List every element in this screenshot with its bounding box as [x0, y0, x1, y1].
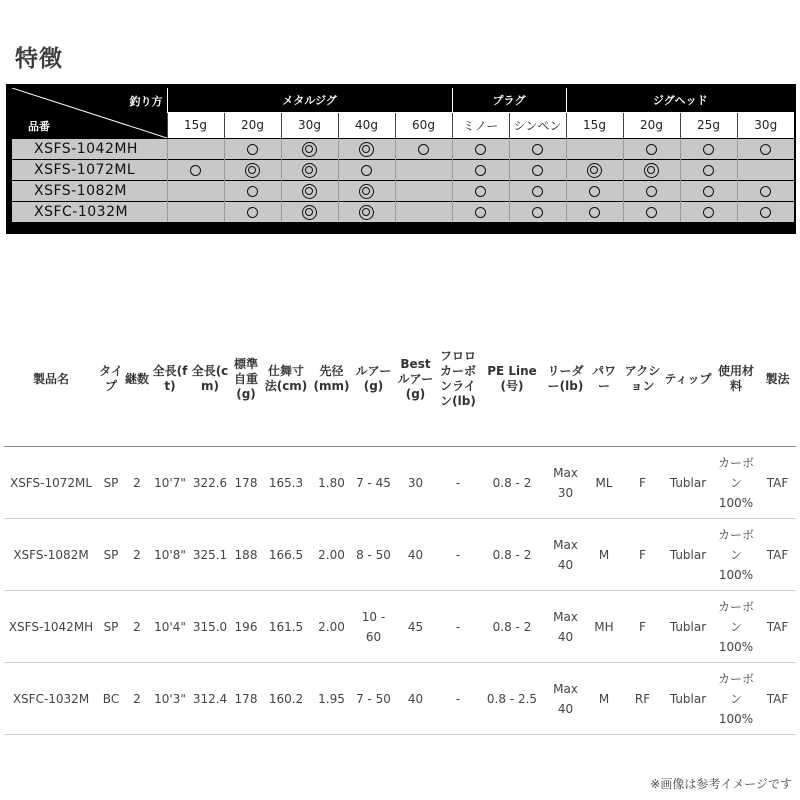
feature-row — [12, 201, 794, 222]
spec-column-header: 使用材料 — [713, 312, 759, 447]
double-circle-mark — [359, 142, 374, 157]
spec-column-header: 製法 — [759, 312, 796, 447]
spec-cell: F — [622, 591, 663, 663]
spec-cell: カーボン100% — [713, 663, 759, 735]
spec-column-header: リーダー(lb) — [545, 312, 586, 447]
feature-cell — [167, 180, 224, 201]
spec-product-name: XSFS-1082M — [4, 519, 98, 591]
spec-cell: TAF — [759, 447, 796, 519]
double-circle-mark — [359, 205, 374, 220]
spec-cell: カーボン100% — [713, 447, 759, 519]
spec-cell: BC — [98, 663, 124, 735]
circle-mark — [475, 165, 486, 176]
spec-cell: 7 - 50 — [353, 663, 394, 735]
col-header: 25g — [680, 112, 737, 138]
feature-table-panel — [6, 84, 796, 234]
spec-cell: 10'7" — [150, 447, 190, 519]
spec-cell: M — [586, 519, 622, 591]
circle-mark — [475, 144, 486, 155]
col-header: 30g — [281, 112, 338, 138]
circle-mark — [532, 144, 543, 155]
spec-column-header: ティップ — [663, 312, 713, 447]
feature-cell — [281, 138, 338, 159]
spec-cell: 196 — [230, 591, 262, 663]
spec-cell: 10 - 60 — [353, 591, 394, 663]
spec-row — [4, 519, 796, 591]
feature-cell — [623, 201, 680, 222]
spec-cell: 2.00 — [310, 519, 353, 591]
spec-cell: F — [622, 447, 663, 519]
feature-cell — [395, 180, 452, 201]
group-header-plug: プラグ — [452, 88, 566, 112]
spec-row — [4, 591, 796, 663]
feature-cell — [623, 138, 680, 159]
spec-cell: Tublar — [663, 519, 713, 591]
feature-cell — [452, 180, 509, 201]
feature-cell — [509, 138, 566, 159]
feature-cell — [680, 201, 737, 222]
spec-cell: 40 — [394, 663, 437, 735]
spec-cell: 2 — [124, 519, 150, 591]
spec-cell: 2 — [124, 447, 150, 519]
corner-header — [12, 88, 167, 138]
col-header: 15g — [566, 112, 623, 138]
circle-mark — [760, 144, 771, 155]
circle-mark — [703, 186, 714, 197]
spec-cell: - — [437, 519, 479, 591]
feature-cell — [395, 201, 452, 222]
feature-row — [12, 180, 794, 201]
spec-column-header: アクション — [622, 312, 663, 447]
spec-cell: Tublar — [663, 663, 713, 735]
circle-mark — [190, 165, 201, 176]
group-header-jighead: ジグヘッド — [566, 88, 794, 112]
spec-column-header: フロロカーボンライン(lb) — [437, 312, 479, 447]
feature-product-name: XSFS-1072ML — [12, 159, 167, 180]
spec-cell: 0.8 - 2 — [479, 519, 545, 591]
feature-cell — [224, 201, 281, 222]
spec-cell: 0.8 - 2 — [479, 447, 545, 519]
spec-cell: Tublar — [663, 591, 713, 663]
spec-column-header: 製品名 — [4, 312, 98, 447]
spec-cell: SP — [98, 519, 124, 591]
spec-table — [4, 312, 796, 735]
spec-cell: Tublar — [663, 447, 713, 519]
feature-product-name: XSFS-1082M — [12, 180, 167, 201]
spec-cell: 10'8" — [150, 519, 190, 591]
spec-cell: 165.3 — [262, 447, 310, 519]
double-circle-mark — [644, 163, 659, 178]
spec-cell: 0.8 - 2 — [479, 591, 545, 663]
spec-row — [4, 447, 796, 519]
spec-cell: SP — [98, 591, 124, 663]
feature-cell — [737, 138, 794, 159]
spec-cell: 0.8 - 2.5 — [479, 663, 545, 735]
feature-cell — [281, 201, 338, 222]
feature-product-name: XSFS-1042MH — [12, 138, 167, 159]
spec-cell: TAF — [759, 591, 796, 663]
double-circle-mark — [359, 184, 374, 199]
spec-cell: MH — [586, 591, 622, 663]
spec-cell: SP — [98, 447, 124, 519]
spec-cell: 7 - 45 — [353, 447, 394, 519]
spec-cell: - — [437, 591, 479, 663]
col-header: 60g — [395, 112, 452, 138]
circle-mark — [475, 207, 486, 218]
spec-cell: 10'4" — [150, 591, 190, 663]
corner-bottom-label: 品番 — [28, 119, 50, 133]
spec-cell: 40 — [394, 519, 437, 591]
circle-mark — [475, 186, 486, 197]
circle-mark — [589, 207, 600, 218]
spec-cell: TAF — [759, 663, 796, 735]
spec-cell: Max 30 — [545, 447, 586, 519]
feature-row — [12, 138, 794, 159]
circle-mark — [703, 207, 714, 218]
feature-cell — [509, 159, 566, 180]
feature-cell — [395, 159, 452, 180]
spec-column-header: 全長(ft) — [150, 312, 190, 447]
spec-cell: 325.1 — [190, 519, 230, 591]
circle-mark — [703, 144, 714, 155]
double-circle-mark — [302, 205, 317, 220]
spec-cell: - — [437, 663, 479, 735]
feature-cell — [224, 159, 281, 180]
spec-cell: 2 — [124, 591, 150, 663]
spec-table-body — [4, 447, 796, 735]
spec-column-header: 継数 — [124, 312, 150, 447]
spec-column-header: ルアー(g) — [353, 312, 394, 447]
feature-cell — [737, 180, 794, 201]
spec-column-header: Bestルアー(g) — [394, 312, 437, 447]
feature-product-name: XSFC-1032M — [12, 201, 167, 222]
circle-mark — [247, 207, 258, 218]
feature-row — [12, 159, 794, 180]
spec-cell: 2 — [124, 663, 150, 735]
spec-cell: Max 40 — [545, 519, 586, 591]
circle-mark — [532, 165, 543, 176]
spec-cell: RF — [622, 663, 663, 735]
spec-cell: Max 40 — [545, 591, 586, 663]
col-header: 15g — [167, 112, 224, 138]
col-header: シンペン — [509, 112, 566, 138]
spec-cell: 166.5 — [262, 519, 310, 591]
feature-cell — [737, 159, 794, 180]
feature-cell — [338, 201, 395, 222]
feature-cell — [281, 159, 338, 180]
col-header: 40g — [338, 112, 395, 138]
spec-cell: Max 40 — [545, 663, 586, 735]
feature-cell — [509, 201, 566, 222]
circle-mark — [646, 207, 657, 218]
spec-cell: 178 — [230, 447, 262, 519]
spec-column-header: 全長(cm) — [190, 312, 230, 447]
circle-mark — [418, 144, 429, 155]
circle-mark — [361, 165, 372, 176]
circle-mark — [646, 186, 657, 197]
spec-cell: カーボン100% — [713, 519, 759, 591]
spec-header-row — [4, 312, 796, 447]
spec-column-header: パワー — [586, 312, 622, 447]
feature-cell — [566, 159, 623, 180]
spec-cell: カーボン100% — [713, 591, 759, 663]
spec-cell: 8 - 50 — [353, 519, 394, 591]
col-header: 20g — [224, 112, 281, 138]
image-note: ※画像は参考イメージです — [650, 777, 792, 791]
double-circle-mark — [245, 163, 260, 178]
feature-cell — [338, 138, 395, 159]
spec-cell: 322.6 — [190, 447, 230, 519]
circle-mark — [703, 165, 714, 176]
spec-cell: TAF — [759, 519, 796, 591]
spec-cell: M — [586, 663, 622, 735]
feature-cell — [452, 159, 509, 180]
spec-row — [4, 663, 796, 735]
col-header: 30g — [737, 112, 794, 138]
spec-column-header: 標準自重(g) — [230, 312, 262, 447]
circle-mark — [532, 186, 543, 197]
feature-cell — [566, 138, 623, 159]
spec-cell: - — [437, 447, 479, 519]
spec-cell: F — [622, 519, 663, 591]
feature-cell — [680, 138, 737, 159]
feature-cell — [167, 159, 224, 180]
double-circle-mark — [587, 163, 602, 178]
circle-mark — [760, 186, 771, 197]
spec-cell: 10'3" — [150, 663, 190, 735]
spec-cell: 178 — [230, 663, 262, 735]
spec-column-header: タイプ — [98, 312, 124, 447]
spec-cell: 1.80 — [310, 447, 353, 519]
spec-cell: 30 — [394, 447, 437, 519]
spec-cell: 1.95 — [310, 663, 353, 735]
corner-top-label: 釣り方 — [129, 95, 163, 108]
circle-mark — [247, 186, 258, 197]
group-header-metaljig: メタルジグ — [167, 88, 452, 112]
feature-cell — [338, 159, 395, 180]
spec-column-header: PE Line(号) — [479, 312, 545, 447]
spec-product-name: XSFS-1042MH — [4, 591, 98, 663]
double-circle-mark — [302, 142, 317, 157]
feature-cell — [623, 159, 680, 180]
feature-cell — [566, 180, 623, 201]
feature-cell — [680, 159, 737, 180]
spec-cell: 160.2 — [262, 663, 310, 735]
feature-cell — [338, 180, 395, 201]
feature-cell — [509, 180, 566, 201]
col-header: 20g — [623, 112, 680, 138]
feature-cell — [452, 138, 509, 159]
circle-mark — [589, 186, 600, 197]
spec-product-name: XSFC-1032M — [4, 663, 98, 735]
feature-table-body — [12, 138, 794, 222]
spec-column-header: 仕舞寸法(cm) — [262, 312, 310, 447]
feature-cell — [452, 201, 509, 222]
feature-table — [12, 88, 794, 222]
spec-cell: 312.4 — [190, 663, 230, 735]
col-header: ミノー — [452, 112, 509, 138]
feature-cell — [737, 201, 794, 222]
feature-cell — [281, 180, 338, 201]
feature-cell — [167, 201, 224, 222]
double-circle-mark — [302, 163, 317, 178]
feature-cell — [566, 201, 623, 222]
spec-product-name: XSFS-1072ML — [4, 447, 98, 519]
spec-cell: ML — [586, 447, 622, 519]
spec-cell: 161.5 — [262, 591, 310, 663]
circle-mark — [532, 207, 543, 218]
spec-column-header: 先径(mm) — [310, 312, 353, 447]
spec-cell: 45 — [394, 591, 437, 663]
spec-cell: 2.00 — [310, 591, 353, 663]
spec-cell: 315.0 — [190, 591, 230, 663]
circle-mark — [760, 207, 771, 218]
circle-mark — [646, 144, 657, 155]
circle-mark — [247, 144, 258, 155]
feature-cell — [395, 138, 452, 159]
feature-cell — [167, 138, 224, 159]
feature-cell — [623, 180, 680, 201]
double-circle-mark — [302, 184, 317, 199]
page-title: 特徴 — [15, 46, 63, 72]
feature-cell — [680, 180, 737, 201]
spec-cell: 188 — [230, 519, 262, 591]
feature-cell — [224, 138, 281, 159]
feature-cell — [224, 180, 281, 201]
